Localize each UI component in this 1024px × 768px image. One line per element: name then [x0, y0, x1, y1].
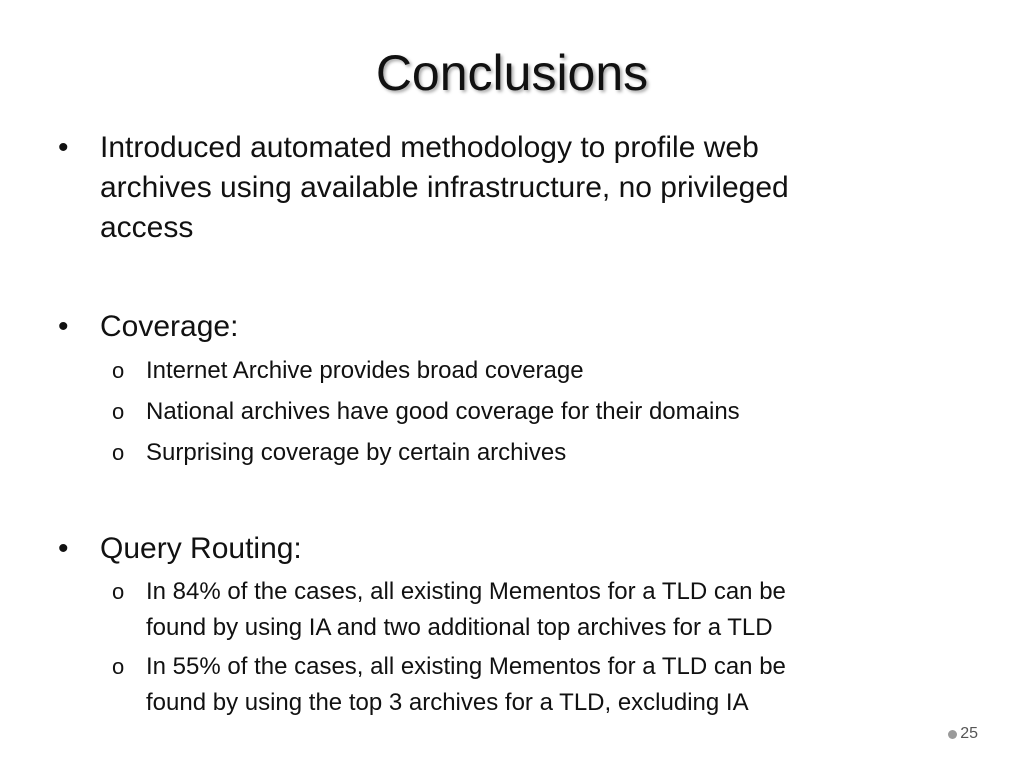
- bullet-marker: •: [58, 310, 69, 343]
- sub-bullet-item: [112, 649, 912, 721]
- sub-bullet-text: National archives have good coverage for their domains: [146, 398, 740, 425]
- bullet-line: Introduced automated methodology to profile web: [100, 131, 759, 164]
- bullet-item: [58, 307, 918, 347]
- bullet-text: [100, 128, 900, 248]
- bullet-line: access: [100, 211, 194, 244]
- sub-bullet-marker: o: [112, 358, 125, 383]
- sub-bullet-item: [112, 353, 912, 389]
- sub-bullet-text: [146, 649, 916, 721]
- slide-number-dot-icon: [948, 730, 957, 739]
- sub-bullet-text: [146, 574, 916, 646]
- sub-bullet-marker: o: [112, 654, 125, 679]
- bullet-marker: •: [58, 131, 69, 164]
- sub-bullet-text: Internet Archive provides broad coverage: [146, 357, 584, 384]
- slide-number-text: 25: [960, 725, 978, 742]
- slide-title: Conclusions: [375, 45, 649, 101]
- bullet-line: archives using available infrastructure, no privileged: [100, 171, 789, 204]
- sub-bullet-item: [112, 435, 912, 471]
- bullet-marker: •: [58, 532, 69, 565]
- bullet-item: [58, 529, 918, 569]
- sub-bullet-text: Surprising coverage by certain archives: [146, 439, 567, 466]
- bullet-text: Coverage:: [100, 310, 239, 343]
- bullet-text: Query Routing:: [100, 532, 302, 565]
- sub-bullet-marker: o: [112, 440, 125, 465]
- bullet-item: [58, 128, 918, 248]
- sub-bullet-item: [112, 394, 912, 430]
- sub-bullet-line: In 55% of the cases, all existing Mementos for a TLD can be: [146, 653, 786, 680]
- sub-bullet-line: found by using IA and two additional top archives for a TLD: [146, 614, 773, 641]
- slide-number: [948, 724, 978, 744]
- sub-bullet-marker: o: [112, 579, 125, 604]
- sub-bullet-line: In 84% of the cases, all existing Mementos for a TLD can be: [146, 578, 786, 605]
- sub-bullet-marker: o: [112, 399, 125, 424]
- sub-bullet-line: found by using the top 3 archives for a TLD, excluding IA: [146, 689, 749, 716]
- sub-bullet-item: [112, 574, 912, 646]
